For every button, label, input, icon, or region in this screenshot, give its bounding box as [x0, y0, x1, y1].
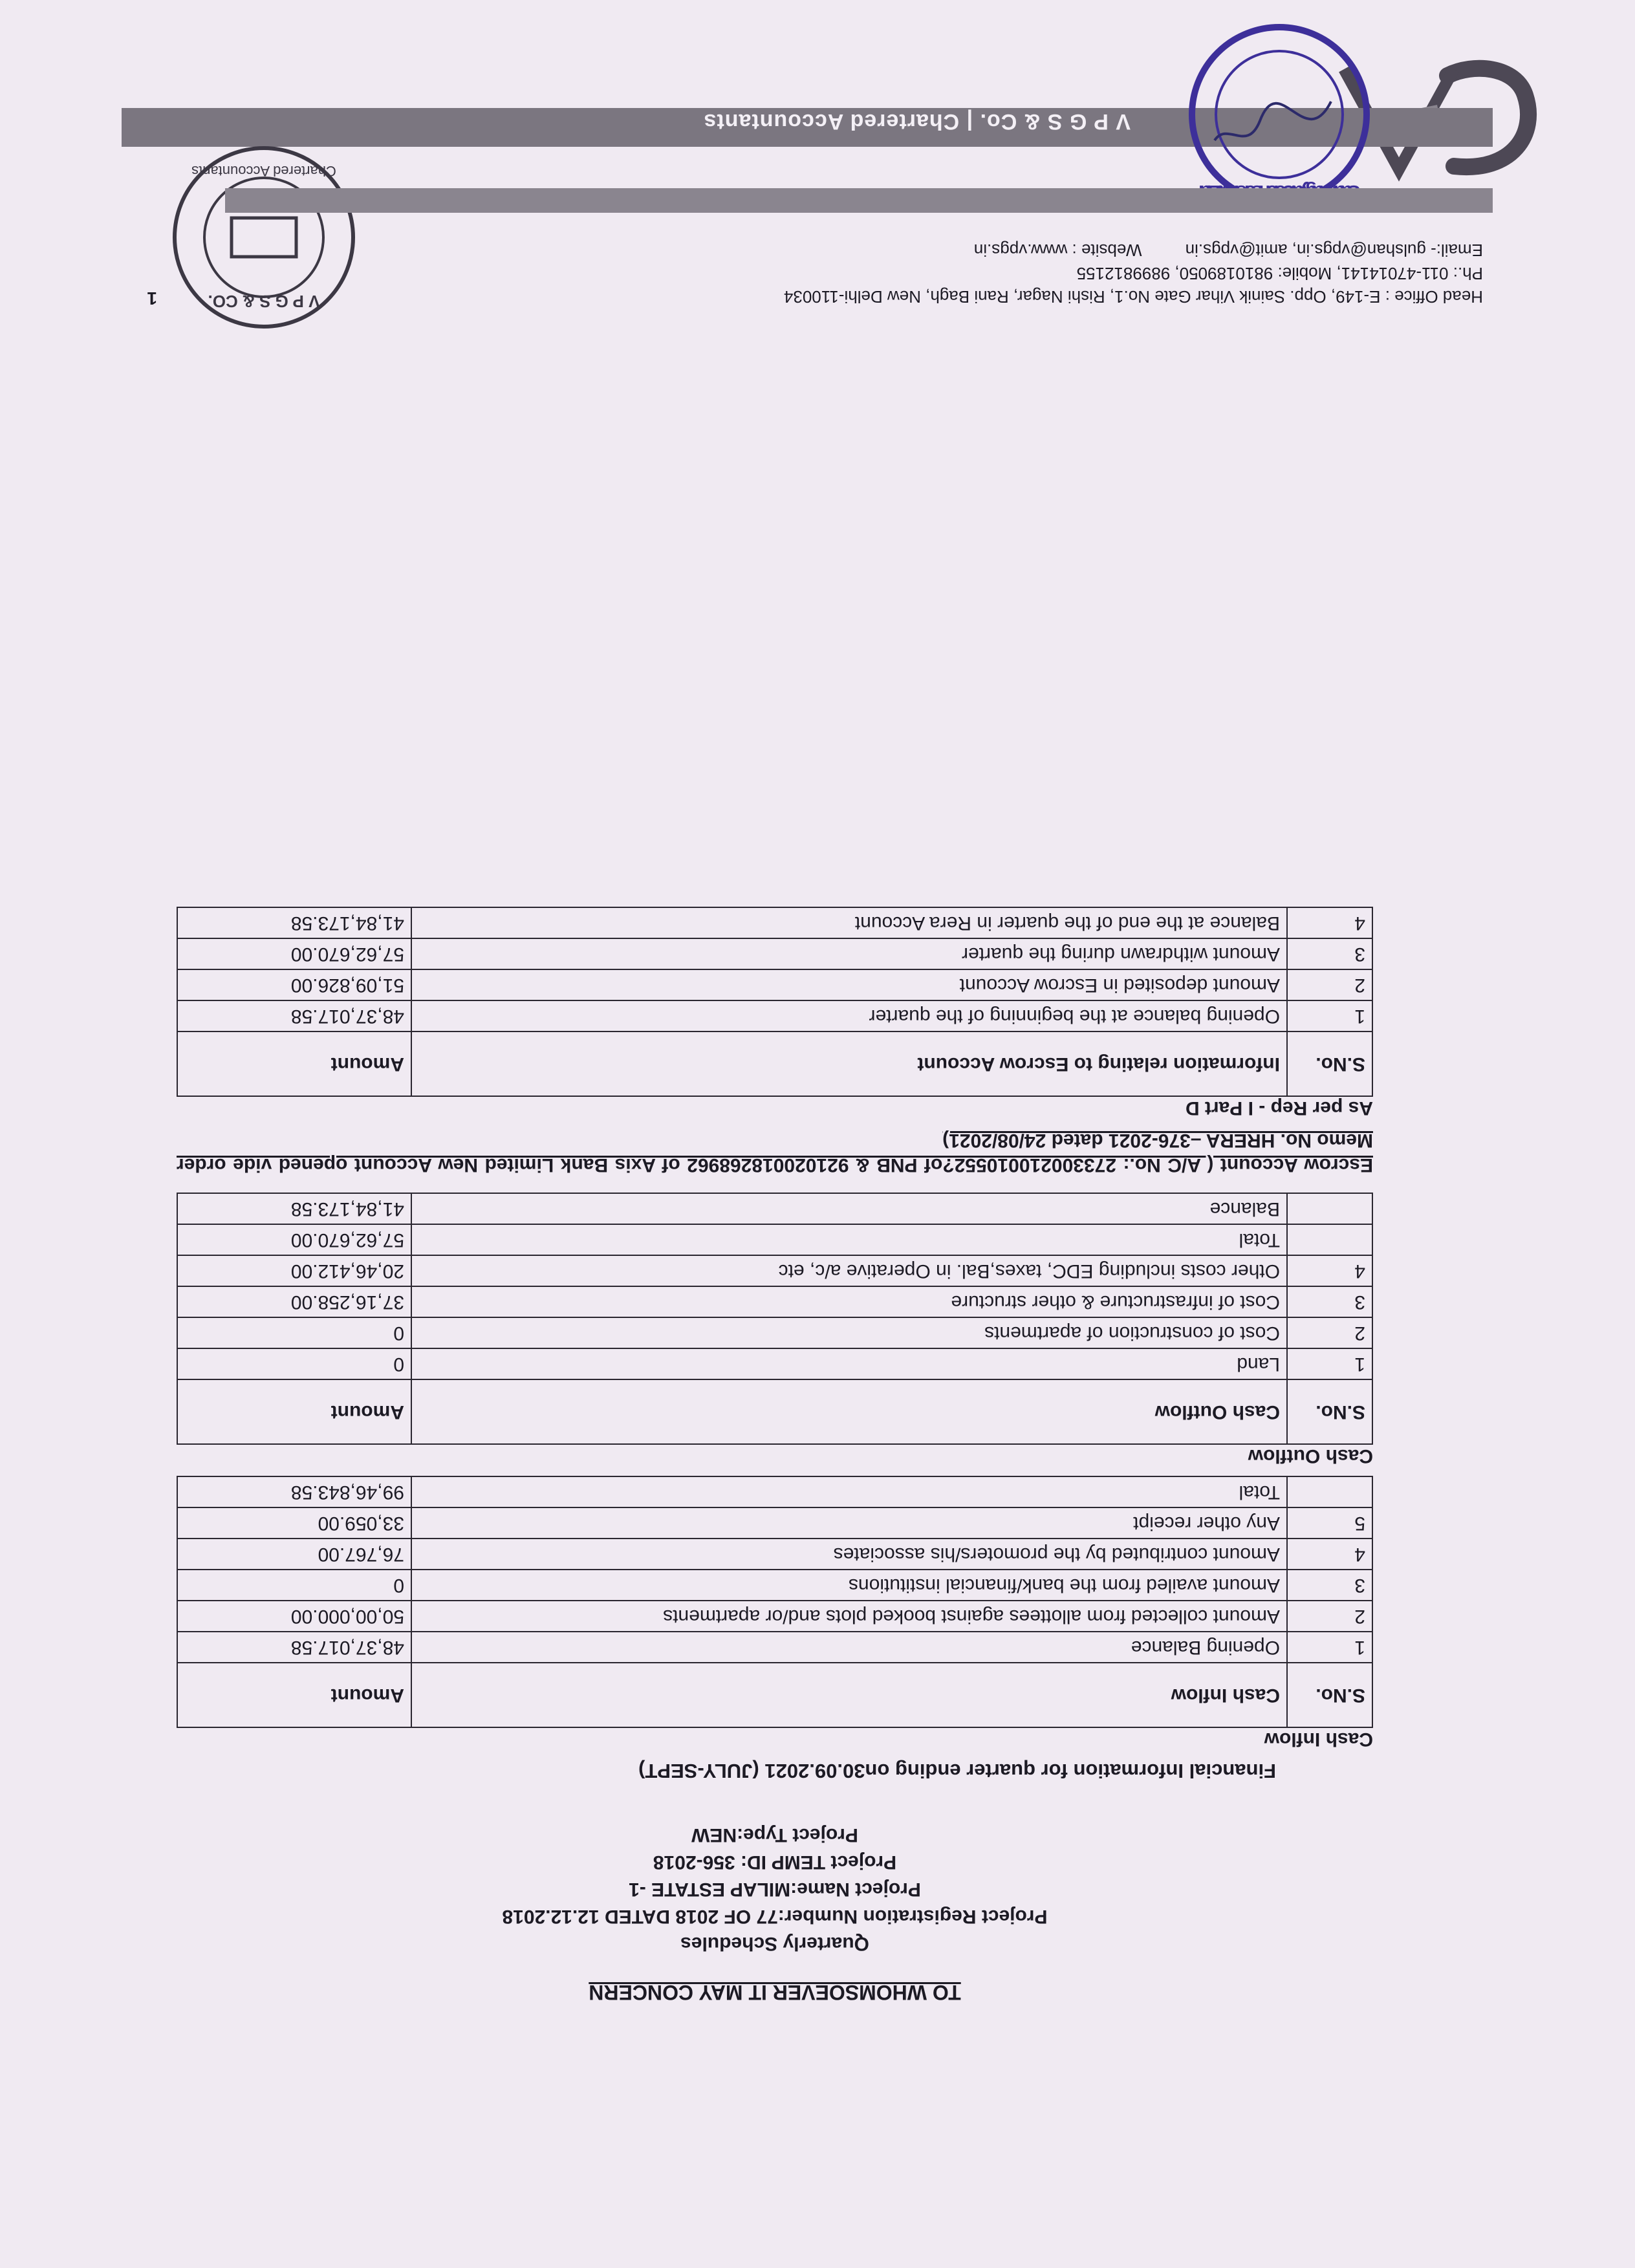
- cell-desc: Balance: [411, 1193, 1287, 1224]
- footer-bar: [225, 188, 1493, 213]
- footer-email: Email:- gulshan@vpgs.in, amit@vpgs.in: [1185, 241, 1483, 260]
- table-row-total: [177, 1224, 1372, 1255]
- footer-contact: [351, 239, 1483, 262]
- cell-amount: 76,767.00: [177, 1539, 411, 1570]
- cell-sno: 3: [1287, 938, 1372, 969]
- col-amount: Amount: [177, 1379, 411, 1444]
- cell-sno: 4: [1287, 1255, 1372, 1286]
- footer-website: Website : www.vpgs.in: [973, 241, 1142, 260]
- cash-outflow-label: Cash Outflow: [1248, 1445, 1373, 1467]
- footer-address: Head Office : E-149, Opp. Sainik Vihar Gate No.1, Rishi Nagar, Rani Bagh, New Delhi-110034: [783, 287, 1483, 307]
- col-sno: S.No.: [1287, 1379, 1372, 1444]
- page-number: 1: [147, 288, 157, 308]
- financial-info-heading: Financial Information for quarter ending on30.09.2021 (JULY-SEPT): [638, 1760, 1276, 1782]
- cell-amount: 41,84,173.58: [177, 1193, 411, 1224]
- cell-sno: 1: [1287, 1000, 1372, 1031]
- table-header-row: [177, 1663, 1372, 1727]
- cell-desc: Any other receipt: [411, 1507, 1287, 1539]
- company-seal: [1182, 17, 1376, 211]
- cell-desc: Total: [411, 1476, 1287, 1507]
- cell-desc: Balance at the end of the quarter in Rera Account: [411, 907, 1287, 938]
- as-per-label: As per Rep - I Part D: [1185, 1097, 1373, 1119]
- cell-amount: 0: [177, 1317, 411, 1348]
- cell-amount: 48,37,017.58: [177, 1000, 411, 1031]
- cell-amount: 37,16,258.00: [177, 1286, 411, 1317]
- col-escrow-info: Information relating to Escrow Account: [411, 1031, 1287, 1096]
- cell-desc: Opening Balance: [411, 1632, 1287, 1663]
- footer: [351, 239, 1483, 308]
- table-row: [177, 969, 1372, 1000]
- cell-desc: Amount deposited in Escrow Account: [411, 969, 1287, 1000]
- cell-desc: Amount collected from allottees against booked plots and/or apartments: [411, 1601, 1287, 1632]
- cell-sno: 4: [1287, 1539, 1372, 1570]
- cell-amount: 50,00,000.00: [177, 1601, 411, 1632]
- cell-sno: [1287, 1224, 1372, 1255]
- header-line-schedules: Quarterly Schedules: [680, 1933, 869, 1954]
- cell-sno: 5: [1287, 1507, 1372, 1539]
- cell-desc: Other costs including EDC, taxes,Bal. in Operative a/c, etc: [411, 1255, 1287, 1286]
- cell-amount: 41,84,173.58: [177, 907, 411, 938]
- table-header-row: [177, 1031, 1372, 1096]
- firm-banner-text: V P G S & Co. | Chartered Accountants: [703, 109, 1131, 134]
- cash-inflow-table: [177, 1476, 1373, 1728]
- col-amount: Amount: [177, 1031, 411, 1096]
- table-row-total: [177, 1476, 1372, 1507]
- table-row: [177, 1317, 1372, 1348]
- cell-desc: Opening balance at the beginning of the quarter: [411, 1000, 1287, 1031]
- cell-desc: Cost of construction of apartments: [411, 1317, 1287, 1348]
- table-row: [177, 1000, 1372, 1031]
- cash-outflow-table: [177, 1193, 1373, 1445]
- ca-firm-seal: [167, 140, 361, 334]
- cell-sno: 1: [1287, 1348, 1372, 1379]
- header-line-project-type: Project Type:NEW: [691, 1824, 858, 1846]
- document-body: [177, 907, 1373, 2006]
- col-cash-inflow: Cash Inflow: [411, 1663, 1287, 1727]
- table-row: [177, 1348, 1372, 1379]
- cell-amount: 57,62,670.00: [177, 1224, 411, 1255]
- cell-sno: 3: [1287, 1286, 1372, 1317]
- table-row: [177, 1507, 1372, 1539]
- cash-inflow-label: Cash Inflow: [1264, 1729, 1373, 1750]
- cell-sno: 1: [1287, 1632, 1372, 1663]
- header-line-project-name: Project Name:MILAP ESTATE -1: [629, 1879, 921, 1900]
- table-row: [177, 1286, 1372, 1317]
- cell-sno: [1287, 1476, 1372, 1507]
- seal-firm-text: V P G S & CO.: [208, 292, 320, 311]
- page-title: TO WHOMSOEVER IT MAY CONCERN: [589, 1981, 961, 2004]
- cell-amount: 33,059.00: [177, 1507, 411, 1539]
- seal-ca-text: Chartered Accountants: [191, 163, 336, 179]
- escrow-account-note: [177, 1128, 1373, 1177]
- cell-amount: 20,46,412.00: [177, 1255, 411, 1286]
- table-row: [177, 1632, 1372, 1663]
- footer-phone: Ph.: 011-47014141, Mobile: 9810189050, 9899812155: [1076, 264, 1483, 283]
- cell-sno: 2: [1287, 1601, 1372, 1632]
- table-row: [177, 907, 1372, 938]
- signature: [1215, 102, 1331, 140]
- cell-sno: 4: [1287, 907, 1372, 938]
- cell-desc: Land: [411, 1348, 1287, 1379]
- cell-amount: 99,46,843.58: [177, 1476, 411, 1507]
- cell-sno: 2: [1287, 969, 1372, 1000]
- cell-desc: Amount withdrawn during the quarter: [411, 938, 1287, 969]
- cell-amount: 0: [177, 1570, 411, 1601]
- table-row: [177, 1601, 1372, 1632]
- col-sno: S.No.: [1287, 1663, 1372, 1727]
- cell-amount: 0: [177, 1348, 411, 1379]
- header-line-registration: Project Registration Number:77 OF 2018 DATED 12.12.2018: [502, 1906, 1048, 1927]
- table-row: [177, 1539, 1372, 1570]
- cell-sno: 2: [1287, 1317, 1372, 1348]
- cell-desc: Amount contributed by the promoters/his associates: [411, 1539, 1287, 1570]
- col-sno: S.No.: [1287, 1031, 1372, 1096]
- table-header-row: [177, 1379, 1372, 1444]
- escrow-account-text: Escrow Account ( A/C No.: 273300210010552?of PNB & 921020018268962 of Axis Bank Limited New Account opened vide order Memo No. HRERA –376-2021 dated 24/08/2021): [177, 1130, 1373, 1176]
- cell-amount: 48,37,017.58: [177, 1632, 411, 1663]
- cell-amount: 51,09,826.00: [177, 969, 411, 1000]
- cell-sno: [1287, 1193, 1372, 1224]
- cell-desc: Amount availed from the bank/financial institutions: [411, 1570, 1287, 1601]
- cell-desc: Cost of infrastructure & other structure: [411, 1286, 1287, 1317]
- table-row-balance: [177, 1193, 1372, 1224]
- cell-amount: 57,62,670.00: [177, 938, 411, 969]
- table-row: [177, 1255, 1372, 1286]
- header-line-temp-id: Project TEMP ID: 356-2018: [653, 1852, 897, 1873]
- table-row: [177, 938, 1372, 969]
- escrow-table: [177, 907, 1373, 1097]
- cell-sno: 3: [1287, 1570, 1372, 1601]
- cell-desc: Total: [411, 1224, 1287, 1255]
- col-amount: Amount: [177, 1663, 411, 1727]
- col-cash-outflow: Cash Outflow: [411, 1379, 1287, 1444]
- table-row: [177, 1570, 1372, 1601]
